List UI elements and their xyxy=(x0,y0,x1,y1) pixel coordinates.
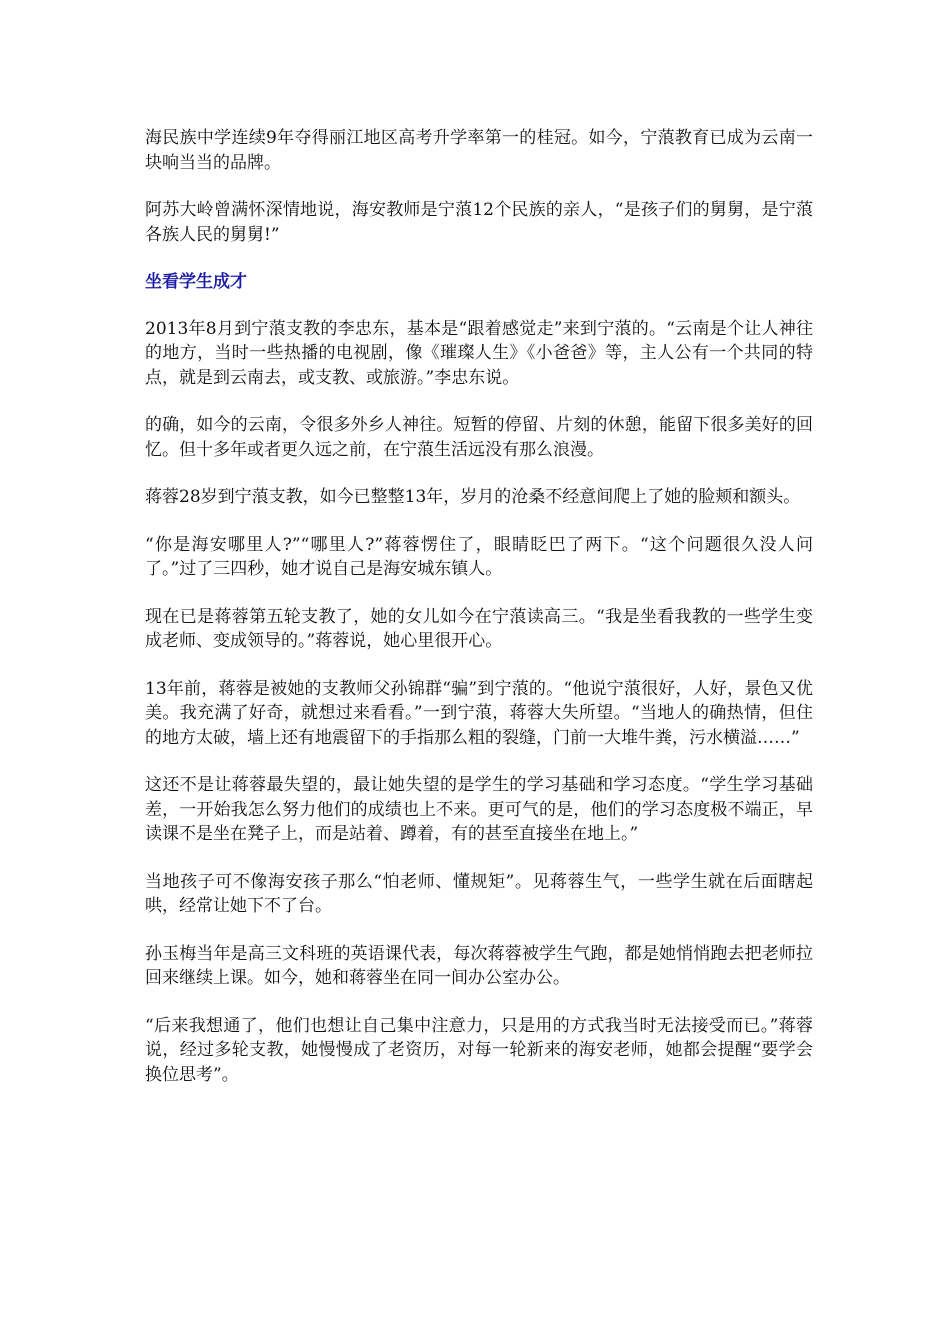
paragraph-10: 当地孩子可不像海安孩子那么“怕老师、懂规矩”。见蒋蓉生气，一些学生就在后面瞎起哄，经常让她下不了台。 xyxy=(145,871,813,916)
paragraph-4: 的确，如今的云南，令很多外乡人神往。短暂的停留、片刻的休憩，能留下很多美好的回忆。但十多年或者更久远之前，在宁蒗生活远没有那么浪漫。 xyxy=(145,415,813,460)
paragraph-12: “后来我想通了，他们也想让自己集中注意力，只是用的方式我当时无法接受而已。”蒋蓉说，经过多轮支教，她慢慢成了老资历，对每一轮新来的海安老师，她都会提醒“要学会换位思考”。 xyxy=(145,1015,813,1085)
section-heading: 坐看学生成才 xyxy=(145,272,247,292)
paragraph-5: 蒋蓉28岁到宁蒗支教，如今已整整13年，岁月的沧桑不经意间爬上了她的脸颊和额头。 xyxy=(145,487,801,507)
paragraph-8: 13年前，蒋蓉是被她的支教师父孙锦群“骗”到宁蒗的。“他说宁蒗很好，人好，景色又优美。我充满了好奇，就想过来看看。”一到宁蒗，蒋蓉大失所望。“当地人的确热情，但住的地方太破，墙上还有地震留下的手指那么粗的裂缝，门前一大堆牛粪，污水横溢……” xyxy=(145,678,813,748)
paragraph-3: 2013年8月到宁蒗支教的李忠东，基本是“跟着感觉走”来到宁蒗的。“云南是个让人神往的地方，当时一些热播的电视剧，像《璀璨人生》《小爸爸》等，主人公有一个共同的特点，就是到云南去，或支教、或旅游。”李忠东说。 xyxy=(145,318,813,388)
paragraph-11: 孙玉梅当年是高三文科班的英语课代表，每次蒋蓉被学生气跑，都是她悄悄跑去把老师拉回来继续上课。如今，她和蒋蓉坐在同一间办公室办公。 xyxy=(145,943,813,988)
paragraph-7: 现在已是蒋蓉第五轮支教了，她的女儿如今在宁蒗读高三。“我是坐看我教的一些学生变成老师、变成领导的。”蒋蓉说，她心里很开心。 xyxy=(145,606,813,651)
paragraph-1: 海民族中学连续9年夺得丽江地区高考升学率第一的桂冠。如今，宁蒗教育已成为云南一块响当当的品牌。 xyxy=(145,128,813,173)
paragraph-9: 这还不是让蒋蓉最失望的，最让她失望的是学生的学习基础和学习态度。“学生学习基础差，一开始我怎么努力他们的成绩也上不来。更可气的是，他们的学习态度极不端正，早读课不是坐在凳子上，而是站着、蹲着，有的甚至直接坐在地上。” xyxy=(145,775,813,844)
article-body xyxy=(145,126,813,1110)
paragraph-2: 阿苏大岭曾满怀深情地说，海安教师是宁蒗12个民族的亲人，“是孩子们的舅舅，是宁蒗各族人民的舅舅!” xyxy=(145,200,813,245)
paragraph-6: “你是海安哪里人?”“哪里人?”蒋蓉愣住了，眼睛眨巴了两下。“这个问题很久没人问了。”过了三四秒，她才说自己是海安城东镇人。 xyxy=(145,534,813,579)
